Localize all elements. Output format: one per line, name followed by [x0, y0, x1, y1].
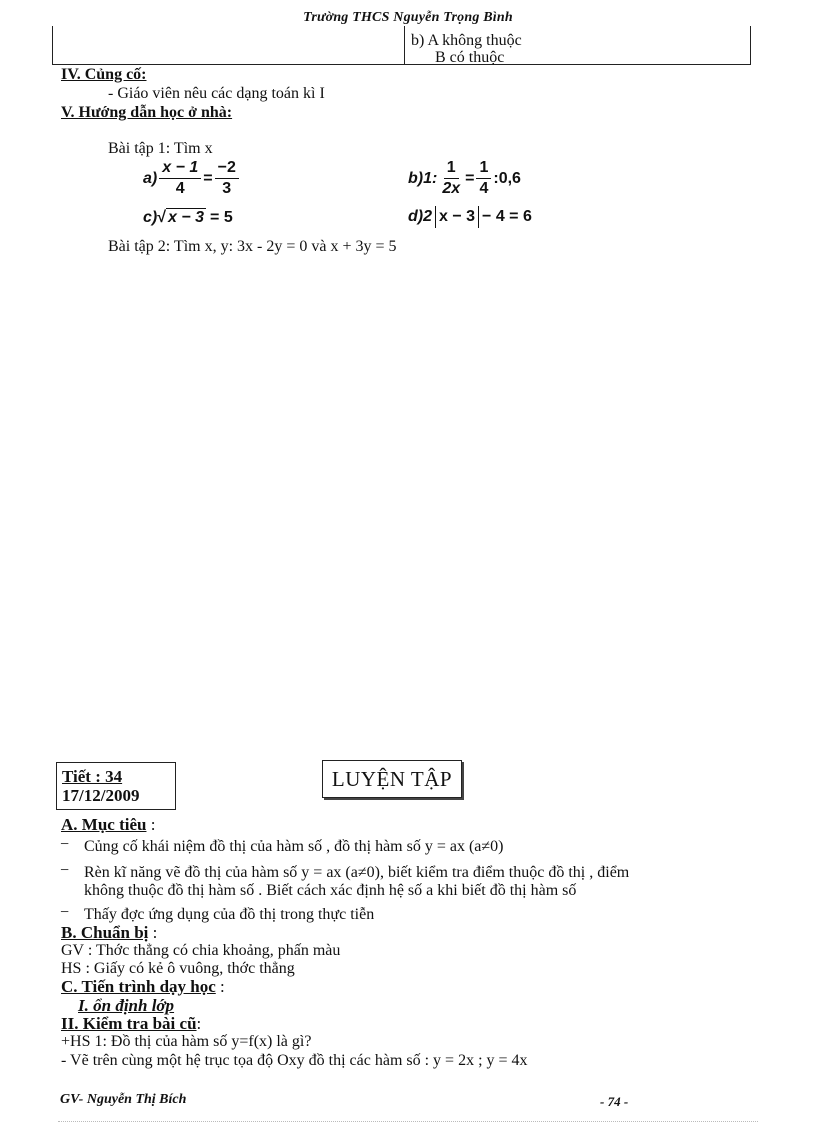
footer-author: GV- Nguyễn Thị Bích: [60, 1092, 187, 1107]
school-header: Trường THCS Nguyễn Trọng Bình: [303, 10, 513, 25]
footer-rule: [58, 1121, 758, 1122]
lesson-title: LUYỆN TẬP: [331, 766, 453, 791]
equation-a: [143, 158, 241, 199]
section-a-colon: :: [146, 815, 156, 834]
prep-teacher: GV : Thớc thẳng có chia khoảng, phấn màu: [61, 942, 341, 959]
eq-d-inside: x − 3: [439, 208, 476, 225]
eq-a-den1: 4: [175, 180, 185, 197]
goal-item-2-cont: không thuộc đồ thị hàm số . Biết cách xác định hệ số a khi biết đồ thị hàm số: [84, 882, 577, 899]
page-number: - 74 -: [600, 1094, 629, 1109]
eq-c-label: c): [143, 208, 158, 226]
section-b-heading: [61, 923, 157, 943]
section-v-heading: V. Hướng dẫn học ở nhà:: [61, 104, 233, 121]
section-ii-heading: [61, 1014, 201, 1034]
review-question-2: - Vẽ trên cùng một hệ trục tọa độ Oxy đồ thị các hàm số : y = 2x ; y = 4x: [61, 1052, 528, 1069]
table-cell-line1: b) A không thuộc: [411, 32, 522, 49]
eq-b-equals: =: [465, 169, 475, 187]
eq-b-num1: 1: [444, 158, 459, 179]
eq-b-den1: 2x: [442, 180, 461, 197]
sqrt-symbol: √: [157, 208, 167, 226]
section-a-heading: [61, 815, 155, 835]
eq-a-den2: 3: [222, 180, 232, 197]
section-iv-heading: IV. Củng cố:: [61, 66, 147, 83]
eq-a-fraction-left: [159, 158, 201, 199]
eq-d-label: d)2: [408, 208, 432, 225]
bullet-dash-3: −: [60, 904, 70, 921]
equation-c: [143, 208, 233, 227]
goal-item-1: Củng cố khái niệm đồ thị của hàm số , đồ thị hàm số y = ax (a≠0): [84, 838, 504, 855]
section-a-title: A. Mục tiêu: [61, 815, 147, 834]
table-divider: [404, 26, 405, 64]
bullet-dash-1: −: [60, 836, 70, 853]
section-b-title: B. Chuẩn bị: [61, 923, 149, 942]
goal-item-2: Rèn kĩ năng vẽ đồ thị của hàm số y = ax (a≠0), biết kiểm tra điểm thuộc đồ thị , điểm: [84, 864, 630, 881]
section-ii-colon: :: [196, 1014, 202, 1033]
eq-b-label: b)1:: [408, 169, 438, 187]
abs-bar-right: [478, 206, 479, 228]
exercise1-title: Bài tập 1: Tìm x: [108, 140, 213, 157]
section-iv-line: - Giáo viên nêu các dạng toán kì I: [108, 85, 325, 102]
prep-student: HS : Giấy có kẻ ô vuông, thớc thẳng: [61, 960, 295, 977]
table-cell-line2: B có thuộc: [435, 49, 505, 66]
lesson-info-box: [56, 762, 176, 810]
eq-b-fraction-left: [439, 158, 463, 199]
eq-c-radicand: x − 3: [168, 209, 205, 226]
equation-d: [408, 206, 532, 228]
section-b-colon: :: [148, 923, 158, 942]
lesson-period: Tiết : 34: [62, 767, 123, 786]
section-c-title: C. Tiến trình dạy học: [61, 977, 216, 996]
eq-a-fraction-right: [215, 158, 239, 199]
equation-b: [408, 158, 521, 199]
eq-b-den2: 4: [479, 180, 489, 197]
eq-b-num2: 1: [476, 158, 491, 179]
top-table: [52, 26, 751, 65]
lesson-date: 17/12/2009: [62, 786, 140, 805]
eq-a-num2: −2: [215, 158, 239, 179]
lesson-title-box: [322, 760, 462, 798]
bullet-dash-2: −: [60, 862, 70, 879]
goal-item-3: Thấy đợc ứng dụng của đồ thị trong thực tiễn: [84, 906, 375, 923]
eq-a-label: a): [143, 169, 158, 187]
section-c-colon: :: [215, 977, 225, 996]
eq-a-equals: =: [203, 169, 213, 187]
subsection-i: I. ổn định lớp: [78, 996, 175, 1015]
eq-a-num1: x − 1: [159, 158, 201, 179]
section-c-heading: [61, 977, 225, 997]
eq-b-tail: :0,6: [493, 169, 521, 187]
exercise2: Bài tập 2: Tìm x, y: 3x - 2y = 0 và x + 3y = 5: [108, 238, 397, 255]
eq-c-tail: = 5: [210, 208, 233, 226]
section-ii-title: II. Kiểm tra bài cũ: [61, 1014, 197, 1033]
abs-bar-left: [435, 206, 436, 228]
review-question-1: +HS 1: Đồ thị của hàm số y=f(x) là gì?: [61, 1033, 312, 1050]
eq-b-fraction-right: [476, 158, 491, 199]
eq-d-tail: − 4 = 6: [482, 208, 532, 225]
